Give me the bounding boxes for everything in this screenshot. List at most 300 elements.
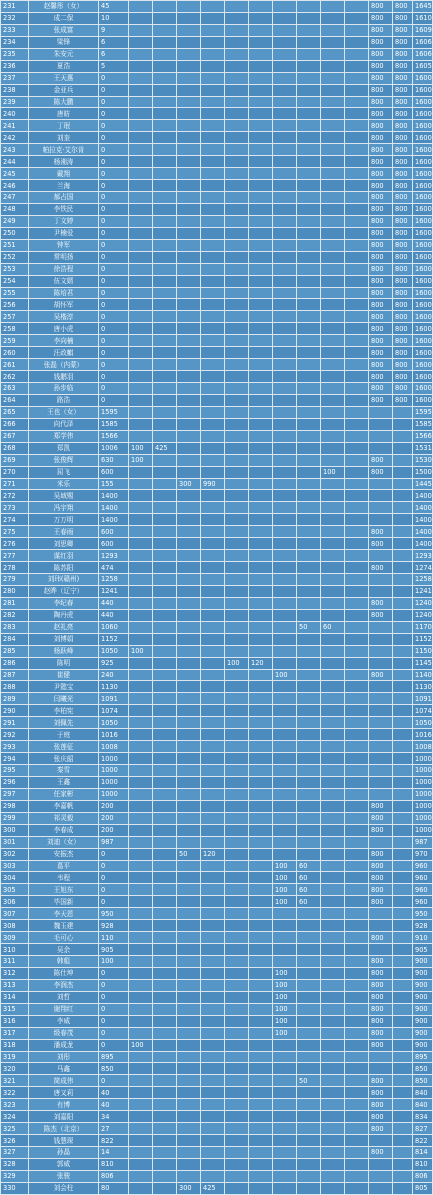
bonus-c-cell [177,1170,201,1182]
bonus-h-cell [297,36,321,48]
total-cell: 840 [413,1087,433,1099]
bonus-j-cell [345,275,369,287]
bonus-h-cell [297,1182,321,1194]
total-cell: 1600 [413,144,433,156]
total-cell: 1600 [413,311,433,323]
bonus-j-cell [345,562,369,574]
table-row [1,227,433,239]
bonus-e-cell [225,776,249,788]
rank-cell: 308 [1,920,29,932]
table-row [1,24,433,36]
bonus-c-cell [177,800,201,812]
bonus-c-cell [177,394,201,406]
base-points-cell: 0 [99,96,129,108]
bonus-k-cell: 800 [369,860,393,872]
bonus-l-cell [393,812,413,824]
bonus-g-cell [273,239,297,251]
bonus-g-cell [273,1063,297,1075]
bonus-f-cell [249,84,273,96]
bonus-e-cell [225,394,249,406]
bonus-g-cell [273,466,297,478]
bonus-c-cell [177,1099,201,1111]
table-row [1,1111,433,1123]
total-cell: 1274 [413,562,433,574]
base-points-cell: 822 [99,1135,129,1147]
name-cell: 刘玮(赣州) [29,574,99,586]
total-cell: 1091 [413,693,433,705]
bonus-a-cell [129,717,153,729]
bonus-a-cell [129,812,153,824]
bonus-k-cell [369,633,393,645]
bonus-d-cell [201,239,225,251]
rank-cell: 292 [1,729,29,741]
bonus-c-cell [177,454,201,466]
name-cell: 常明扬 [29,251,99,263]
total-cell: 900 [413,979,433,991]
name-cell: 刘嘉阳 [29,1111,99,1123]
bonus-e-cell [225,824,249,836]
bonus-k-cell [369,717,393,729]
bonus-d-cell [201,120,225,132]
bonus-b-cell [153,1123,177,1135]
bonus-h-cell [297,418,321,430]
bonus-i-cell [321,932,345,944]
bonus-c-cell [177,359,201,371]
total-cell: 806 [413,1170,433,1182]
bonus-g-cell [273,1158,297,1170]
bonus-c-cell [177,406,201,418]
table-row [1,979,433,991]
bonus-d-cell [201,383,225,395]
bonus-l-cell [393,490,413,502]
bonus-g-cell [273,311,297,323]
bonus-e-cell [225,574,249,586]
bonus-g-cell: 100 [273,860,297,872]
bonus-c-cell [177,920,201,932]
bonus-g-cell [273,633,297,645]
name-cell: 吴域赐 [29,490,99,502]
bonus-e-cell [225,920,249,932]
bonus-k-cell: 800 [369,1123,393,1135]
bonus-d-cell [201,908,225,920]
bonus-c-cell [177,526,201,538]
bonus-a-cell [129,263,153,275]
rank-cell: 296 [1,776,29,788]
bonus-c-cell [177,275,201,287]
bonus-b-cell [153,359,177,371]
bonus-d-cell [201,180,225,192]
bonus-i-cell [321,562,345,574]
bonus-e-cell [225,585,249,597]
bonus-h-cell [297,215,321,227]
base-points-cell: 0 [99,192,129,204]
bonus-k-cell: 800 [369,967,393,979]
bonus-a-cell [129,562,153,574]
table-row [1,239,433,251]
bonus-h-cell [297,1039,321,1051]
bonus-k-cell: 800 [369,562,393,574]
bonus-j-cell [345,359,369,371]
bonus-g-cell [273,824,297,836]
bonus-e-cell [225,514,249,526]
total-cell: 1606 [413,48,433,60]
bonus-b-cell [153,908,177,920]
name-cell: 郑凯 [29,442,99,454]
table-row [1,406,433,418]
name-cell: 刘佩先 [29,717,99,729]
rank-cell: 298 [1,800,29,812]
total-cell: 1595 [413,406,433,418]
name-cell: 张成富 [29,24,99,36]
bonus-l-cell [393,1063,413,1075]
total-cell: 834 [413,1111,433,1123]
bonus-b-cell [153,979,177,991]
bonus-f-cell [249,215,273,227]
bonus-c-cell [177,132,201,144]
bonus-b-cell [153,12,177,24]
table-row [1,36,433,48]
bonus-k-cell: 800 [369,394,393,406]
bonus-j-cell [345,812,369,824]
name-cell: 赵馨彤（女） [29,1,99,13]
table-row [1,729,433,741]
bonus-j-cell [345,84,369,96]
bonus-d-cell [201,1015,225,1027]
bonus-i-cell [321,347,345,359]
total-cell: 1600 [413,251,433,263]
bonus-d-cell [201,633,225,645]
bonus-g-cell [273,1170,297,1182]
table-row [1,299,433,311]
bonus-j-cell [345,836,369,848]
bonus-f-cell [249,1003,273,1015]
name-cell: 陈大鹏 [29,96,99,108]
bonus-g-cell: 100 [273,1027,297,1039]
base-points-cell: 6 [99,36,129,48]
base-points-cell: 850 [99,1063,129,1075]
bonus-g-cell [273,609,297,621]
bonus-j-cell [345,967,369,979]
bonus-f-cell [249,776,273,788]
bonus-g-cell [273,776,297,788]
bonus-b-cell [153,860,177,872]
bonus-i-cell [321,371,345,383]
table-row [1,215,433,227]
bonus-h-cell [297,192,321,204]
bonus-c-cell [177,776,201,788]
bonus-h-cell [297,669,321,681]
bonus-c-cell [177,574,201,586]
bonus-i-cell [321,1182,345,1194]
bonus-e-cell [225,884,249,896]
base-points-cell: 0 [99,168,129,180]
base-points-cell: 440 [99,597,129,609]
total-cell: 1605 [413,60,433,72]
bonus-e-cell [225,1015,249,1027]
base-points-cell: 0 [99,383,129,395]
bonus-d-cell [201,621,225,633]
bonus-e-cell [225,156,249,168]
name-cell: 孙步临 [29,383,99,395]
base-points-cell: 474 [99,562,129,574]
total-cell: 900 [413,991,433,1003]
bonus-k-cell: 800 [369,383,393,395]
bonus-h-cell [297,729,321,741]
bonus-b-cell [153,227,177,239]
base-points-cell: 1258 [99,574,129,586]
bonus-d-cell [201,72,225,84]
bonus-i-cell [321,263,345,275]
bonus-e-cell [225,203,249,215]
bonus-i-cell [321,168,345,180]
bonus-l-cell [393,406,413,418]
bonus-e-cell [225,562,249,574]
base-points-cell: 0 [99,239,129,251]
name-cell: 刘奎 [29,132,99,144]
bonus-e-cell [225,1158,249,1170]
bonus-h-cell [297,693,321,705]
bonus-g-cell [273,753,297,765]
rank-cell: 240 [1,108,29,120]
bonus-d-cell [201,251,225,263]
bonus-f-cell [249,705,273,717]
bonus-k-cell: 800 [369,1111,393,1123]
bonus-k-cell [369,657,393,669]
bonus-c-cell [177,765,201,777]
bonus-f-cell [249,144,273,156]
bonus-d-cell [201,394,225,406]
bonus-d-cell: 990 [201,478,225,490]
bonus-b-cell [153,550,177,562]
bonus-d-cell [201,12,225,24]
bonus-h-cell [297,132,321,144]
bonus-k-cell: 800 [369,48,393,60]
name-cell: 汪政麒 [29,347,99,359]
name-cell: 赵礼亮 [29,621,99,633]
total-cell: 895 [413,1051,433,1063]
total-cell: 1600 [413,72,433,84]
total-cell: 928 [413,920,433,932]
bonus-c-cell [177,1039,201,1051]
bonus-k-cell: 800 [369,168,393,180]
total-cell: 1140 [413,669,433,681]
bonus-h-cell [297,430,321,442]
bonus-h-cell [297,478,321,490]
rank-cell: 257 [1,311,29,323]
bonus-k-cell: 800 [369,156,393,168]
bonus-d-cell [201,1063,225,1075]
base-points-cell: 0 [99,848,129,860]
name-cell: 钱鹏羽 [29,371,99,383]
bonus-i-cell [321,800,345,812]
bonus-j-cell [345,24,369,36]
bonus-e-cell [225,502,249,514]
bonus-j-cell [345,1003,369,1015]
bonus-h-cell [297,502,321,514]
bonus-k-cell [369,741,393,753]
bonus-f-cell [249,48,273,60]
table-row [1,180,433,192]
bonus-j-cell [345,514,369,526]
bonus-e-cell [225,753,249,765]
bonus-k-cell [369,836,393,848]
base-points-cell: 40 [99,1087,129,1099]
table-row [1,1003,433,1015]
bonus-h-cell [297,490,321,502]
bonus-d-cell [201,1147,225,1159]
bonus-d-cell [201,645,225,657]
rank-cell: 231 [1,1,29,13]
bonus-g-cell [273,920,297,932]
bonus-c-cell [177,550,201,562]
table-row [1,609,433,621]
name-cell: 张俊辉 [29,454,99,466]
base-points-cell: 27 [99,1123,129,1135]
bonus-a-cell [129,956,153,968]
bonus-f-cell [249,597,273,609]
bonus-i-cell [321,383,345,395]
bonus-b-cell [153,526,177,538]
rank-cell: 272 [1,490,29,502]
total-cell: 1600 [413,383,433,395]
table-row [1,287,433,299]
bonus-f-cell [249,36,273,48]
bonus-f-cell [249,872,273,884]
base-points-cell: 1152 [99,633,129,645]
bonus-f-cell [249,633,273,645]
rank-cell: 309 [1,932,29,944]
bonus-h-cell [297,836,321,848]
bonus-j-cell [345,108,369,120]
bonus-a-cell [129,1051,153,1063]
name-cell: 万万明 [29,514,99,526]
bonus-a-cell [129,669,153,681]
bonus-e-cell [225,705,249,717]
bonus-g-cell: 100 [273,979,297,991]
name-cell: 唐小虎 [29,323,99,335]
bonus-a-cell [129,108,153,120]
bonus-l-cell [393,454,413,466]
bonus-e-cell [225,1087,249,1099]
bonus-l-cell: 800 [393,120,413,132]
bonus-l-cell [393,800,413,812]
bonus-e-cell [225,896,249,908]
name-cell: 毕国新 [29,896,99,908]
bonus-a-cell [129,156,153,168]
bonus-c-cell [177,311,201,323]
bonus-l-cell [393,657,413,669]
bonus-k-cell: 800 [369,872,393,884]
bonus-d-cell [201,490,225,502]
bonus-l-cell [393,896,413,908]
bonus-l-cell [393,872,413,884]
bonus-g-cell [273,48,297,60]
table-row [1,550,433,562]
rank-cell: 281 [1,597,29,609]
bonus-h-cell [297,311,321,323]
table-row [1,490,433,502]
bonus-j-cell [345,657,369,669]
bonus-l-cell [393,956,413,968]
bonus-c-cell [177,932,201,944]
name-cell: 安振杰 [29,848,99,860]
bonus-f-cell [249,406,273,418]
bonus-f-cell [249,263,273,275]
bonus-h-cell [297,538,321,550]
total-cell: 1600 [413,263,433,275]
bonus-a-cell [129,239,153,251]
bonus-g-cell [273,359,297,371]
bonus-k-cell: 800 [369,800,393,812]
table-row [1,1087,433,1099]
rank-cell: 266 [1,418,29,430]
bonus-f-cell [249,430,273,442]
bonus-l-cell [393,908,413,920]
bonus-l-cell [393,1027,413,1039]
rank-cell: 327 [1,1147,29,1159]
bonus-j-cell [345,263,369,275]
bonus-j-cell [345,442,369,454]
name-cell: 梁锋 [29,36,99,48]
name-cell: 郝占国 [29,192,99,204]
bonus-e-cell [225,991,249,1003]
bonus-b-cell [153,406,177,418]
bonus-d-cell [201,705,225,717]
bonus-f-cell [249,1147,273,1159]
bonus-j-cell [345,227,369,239]
bonus-b-cell [153,251,177,263]
bonus-j-cell [345,335,369,347]
table-row [1,1015,433,1027]
bonus-i-cell: 100 [321,466,345,478]
bonus-e-cell [225,669,249,681]
bonus-i-cell [321,967,345,979]
table-row [1,156,433,168]
bonus-g-cell: 100 [273,967,297,979]
bonus-k-cell: 800 [369,60,393,72]
bonus-g-cell [273,1,297,13]
bonus-l-cell [393,669,413,681]
bonus-l-cell [393,788,413,800]
rank-cell: 263 [1,383,29,395]
bonus-c-cell: 50 [177,848,201,860]
bonus-f-cell [249,765,273,777]
bonus-c-cell [177,597,201,609]
base-points-cell: 0 [99,979,129,991]
base-points-cell: 1074 [99,705,129,717]
bonus-f-cell [249,120,273,132]
bonus-k-cell [369,406,393,418]
bonus-h-cell [297,442,321,454]
bonus-c-cell [177,84,201,96]
bonus-g-cell [273,562,297,574]
bonus-g-cell [273,538,297,550]
name-cell: 陈培君 [29,287,99,299]
bonus-f-cell [249,717,273,729]
bonus-d-cell [201,144,225,156]
total-cell: 1600 [413,359,433,371]
bonus-a-cell [129,526,153,538]
bonus-c-cell [177,836,201,848]
bonus-b-cell [153,800,177,812]
bonus-c-cell [177,717,201,729]
table-row [1,717,433,729]
bonus-d-cell [201,1158,225,1170]
bonus-c-cell [177,860,201,872]
rank-cell: 269 [1,454,29,466]
bonus-c-cell [177,884,201,896]
total-cell: 1600 [413,371,433,383]
